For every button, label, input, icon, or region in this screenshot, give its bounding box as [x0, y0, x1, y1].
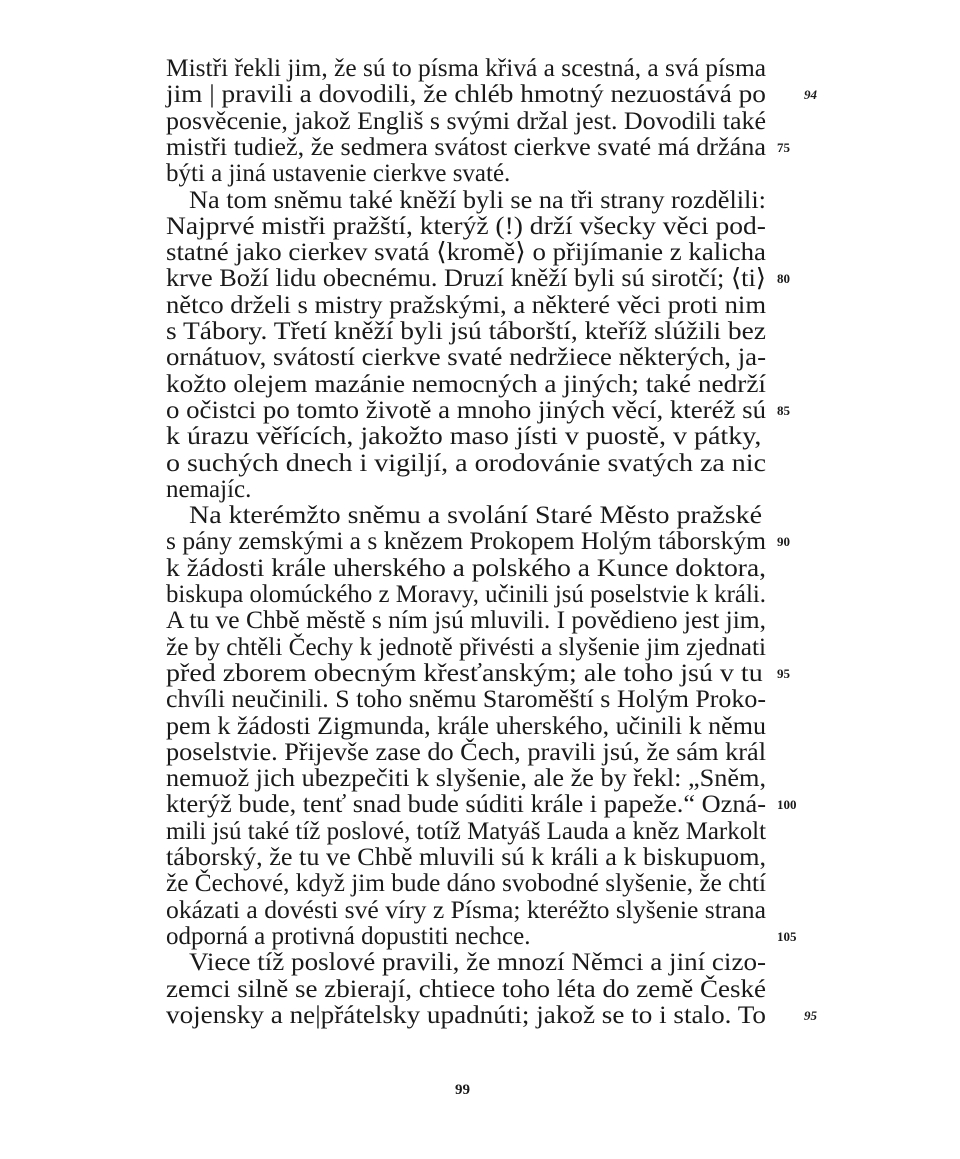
line-text: kterýž bude, tenť snad bude súditi krále i papeže.“ Ozná- — [166, 791, 767, 819]
line-text: chvíli neučinili. S toho sněmu Staroměští s Holým Proko- — [166, 686, 766, 714]
line-text: před zborem obecným křesťanským; ale toho jsú v tu — [166, 659, 763, 687]
line-text: vojensky a ne|přátelsky upadnúti; jakož se to i stalo. To — [166, 1001, 766, 1029]
line-text: biskupa olomúckého z Moravy, učinili jsú poselstvie k králi. — [166, 581, 766, 608]
line-text: Viece tíž poslové pravili, že mnozí Němci a jiní cizo- — [189, 949, 767, 977]
line-text: s Tábory. Třetí kněží byli jsú táborští, kteříž slúžili bez — [166, 318, 766, 345]
page-number: 99 — [455, 1082, 470, 1098]
line-text: nemuož jich ubezpečiti k slyšenie, ale že by řekl: „Sněm, — [166, 765, 767, 793]
line-text: Na kterémžto sněmu a svolání Staré Město pražské — [189, 502, 763, 530]
line-text: mistři tudiež, že sedmera svátost cierkve svaté má držána — [166, 133, 767, 161]
line-text: poselstvie. Přijevše zase do Čech, pravili jsú, že sám král — [166, 738, 767, 766]
source-page-marker: 94 — [804, 87, 817, 103]
line-text: o suchých dnech i vigiljí, a orodovánie svatých za nic — [166, 449, 766, 477]
line-text: pem k žádosti Zigmunda, krále uherského, učinili k němu — [166, 712, 766, 740]
line-text: Najprvé mistři pražští, kterýž (!) drží všecky věci pod- — [166, 212, 766, 240]
line-text: s pány zemskými a s knězem Prokopem Holým táborským — [166, 528, 766, 556]
line-text: ornátuov, svátostí cierkve svaté nedržiece některých, ja- — [166, 344, 767, 372]
line-text: býti a jiná ustavenie cierkve svaté. — [166, 160, 511, 188]
line-number: 80 — [777, 271, 790, 287]
line-text: krve Boží lidu obecnému. Druzí kněží byli sú sirotčí; ⟨ti⟩ — [166, 265, 767, 293]
line-text: nětco drželi s mistry pražskými, a některé věci proti nim — [166, 291, 767, 319]
line-text: okázati a dovésti své víry z Písma; kteréžto slyšenie strana — [166, 896, 766, 924]
line-text: o očistci po tomto životě a mnoho jiných věcí, kteréž sú — [166, 396, 767, 424]
line-number: 90 — [777, 534, 790, 550]
line-text: nemajíc. — [166, 475, 252, 503]
line-text: jim | pravili a dovodili, že chléb hmotný nezuostává po — [166, 81, 766, 109]
line-text: že by chtěli Čechy k jednotě přivésti a slyšenie jim zjednati — [166, 633, 766, 661]
line-text: k žádosti krále uherského a polského a Kunce doktora, — [166, 554, 767, 582]
line-text: kožto olejem mazánie nemocných a jiných; také nedrží — [166, 370, 767, 398]
line-text: statné jako cierkev svatá ⟨kromě⟩ o přijímanie z kalicha — [166, 239, 766, 267]
line-number: 95 — [777, 665, 790, 681]
line-text: Mistři řekli jim, že sú to písma křivá a scestná, a svá písma — [166, 55, 767, 82]
line-text: A tu ve Chbě městě s ním jsú mluvili. I povědieno jest jim, — [166, 607, 766, 635]
line-text: k úrazu věřících, jakožto maso jísti v puostě, v pátky, — [166, 423, 762, 451]
line-number: 75 — [777, 139, 790, 155]
line-text: že Čechové, když jim bude dáno svobodné slyšenie, že chtí — [166, 870, 767, 898]
line-text: posvěcenie, jakož Engliš s svými držal jest. Dovodili také — [166, 107, 767, 135]
line-text: zemci silně se zbierají, chtiece toho léta do země České — [166, 975, 767, 1003]
source-page-marker: 95 — [804, 1007, 817, 1023]
line-number: 85 — [777, 402, 790, 418]
line-number: 100 — [777, 797, 797, 813]
line-text: Na tom sněmu také kněží byli se na tři strany rozdělili: — [189, 186, 766, 214]
line-number: 105 — [777, 928, 797, 944]
line-text: táborský, že tu ve Chbě mluvili sú k králi a k biskupuom, — [166, 844, 766, 871]
line-text: odporná a protivná dopustiti nechce. — [166, 922, 531, 950]
line-text: mili jsú také tíž poslové, totíž Matyáš Lauda a kněz Markolt — [166, 817, 767, 845]
